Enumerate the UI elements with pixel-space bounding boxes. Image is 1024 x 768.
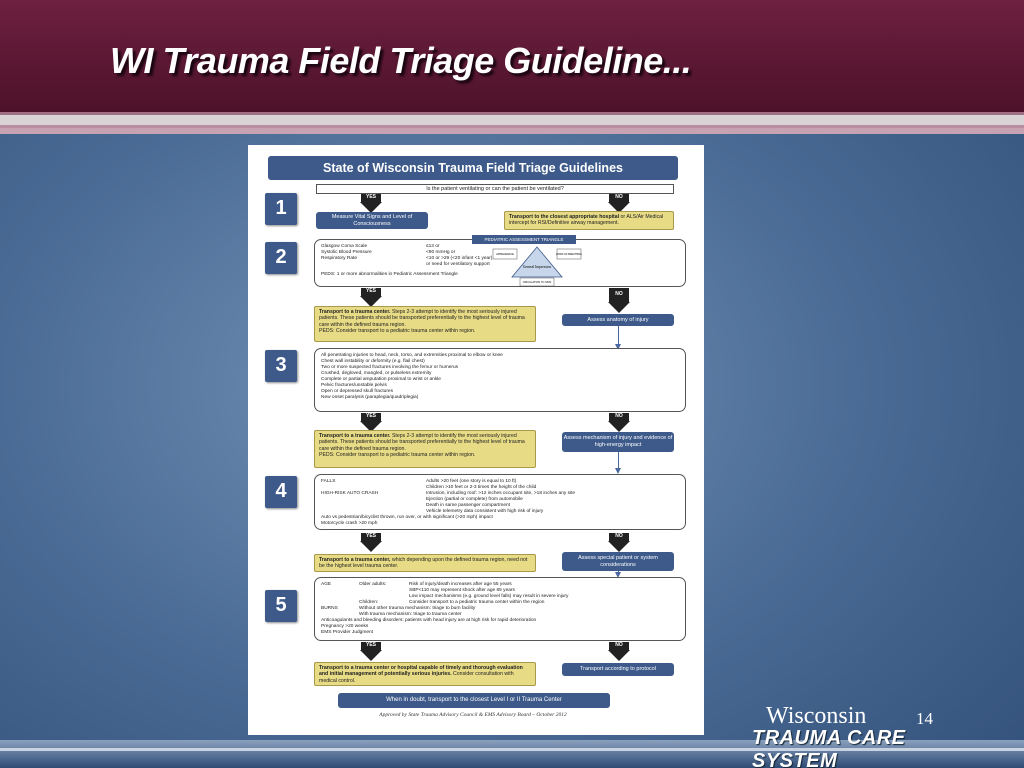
wisconsin-trauma-logo <box>752 703 972 768</box>
no-label: NO <box>609 413 629 421</box>
step-1-vitals-box: Measure Vital Signs and Level of Consciousness <box>316 212 428 229</box>
logo-trauma-care-system: TRAUMA CARE SYSTEM <box>752 727 906 768</box>
pediatric-triangle-label: PEDIATRIC ASSESSMENT TRIANGLE <box>472 235 576 244</box>
step-5-row: AGE Older adults: Risk of injury/death increases after age 55 years <box>321 582 512 587</box>
step-5-row: Low impact mechanisms (e.g. ground level falls) may result in severe injury <box>409 594 569 599</box>
step-4-extra: Auto vs pedestrian/bicyclist thrown, run over, or with significant (>20 mph) impact <box>321 515 493 520</box>
step-2-yes-peds: PEDS: Consider transport to a pediatric trauma center within region. <box>319 327 476 334</box>
step-2-row: Glasgow Coma Scale ≤13 or <box>321 244 440 249</box>
yes-arrow <box>360 541 382 552</box>
step-2-number: 2 <box>265 242 297 274</box>
step-3-yes-bold: Transport to a trauma center. <box>319 433 391 439</box>
header-divider-lower <box>0 128 1024 134</box>
step-1-airway-text: or ALS/Air Medical intercept for RSI/Definitive airway management. <box>509 214 664 227</box>
step-4-row: FALLS Adults >20 feet (one story is equal to 10 ft) <box>321 479 517 484</box>
no-arrow <box>608 650 630 661</box>
step-2-yes-bold: Transport to a trauma center. <box>319 309 391 315</box>
step-3-item: All penetrating injuries to head, neck, torso, and extremities proximal to elbow or knee <box>321 353 503 358</box>
step-4-row: Ejection (partial or complete) from automobile <box>426 497 523 502</box>
step-5-number: 5 <box>265 590 297 622</box>
yes-label: YES <box>361 194 381 202</box>
yes-label: YES <box>361 288 381 296</box>
step-3-yes-peds: PEDS: Consider transport to a pediatric trauma center within region. <box>319 451 476 458</box>
step-5-trauma-center-box <box>314 662 536 686</box>
step-5-yes-bold: Transport to a trauma center or hospital capable of timely and thorough evaluation and initial management of potentially serious injuries. <box>319 665 523 678</box>
step-2-yes-text: Steps 2-3 attempt to identify the most seriously injured patients. These patients should be transported preferentially to the highest level of trauma care within the defined trauma region. <box>319 309 525 328</box>
step-1-airway-box <box>504 211 674 230</box>
step-4-row: Death in same passenger compartment <box>426 503 510 508</box>
step-5-panel <box>314 577 686 641</box>
step-4-panel <box>314 474 686 530</box>
yes-label: YES <box>361 533 381 541</box>
step-3-item: New onset paralysis (paraplegia/quadriplegia) <box>321 395 419 400</box>
slide-title: WI Trauma Field Triage Guideline... <box>110 40 692 81</box>
step-3-number: 3 <box>265 350 297 382</box>
step-2-row: or need for ventilatory support <box>426 262 490 267</box>
no-label: NO <box>609 642 629 650</box>
header-divider <box>0 112 1024 128</box>
page-number: 14 <box>916 709 933 728</box>
step-4-row: HIGH-RISK AUTO CRASH Intrusion, including roof: >12 inches occupant site, >18 inches any site <box>321 491 576 496</box>
step-5-row: Children: Consider transport to a pediatric trauma center within the region <box>359 600 545 605</box>
document-title: State of Wisconsin Trauma Field Triage Guidelines <box>268 156 678 180</box>
transport-protocol-box: Transport according to protocol <box>562 663 674 676</box>
assess-special-box: Assess special patient or system considerations <box>562 552 674 571</box>
approval-note: Approved by State Trauma Advisory Council & EMS Advisory Board – October 2012 <box>379 712 567 718</box>
yes-label: YES <box>361 642 381 650</box>
triage-document <box>248 145 704 735</box>
no-arrow <box>608 421 630 432</box>
logo-wisconsin: Wisconsin <box>766 703 867 729</box>
when-in-doubt-banner: When in doubt, transport to the closest Level I or II Trauma Center <box>338 693 610 708</box>
step-2-peds-note: PEDS: 1 or more abnormalities in Pediatric Assessment Triangle <box>321 272 458 277</box>
step-4-trauma-center-box <box>314 554 536 572</box>
step-2-row: Respiratory Rate <10 or >29 (<20 infant <1 year) <box>321 256 493 261</box>
step-5-row: SBP<110 may represent shock after age 65 years <box>409 588 515 593</box>
step-5-extra: EMS Provider Judgment <box>321 630 373 635</box>
no-label: NO <box>609 288 629 302</box>
step-3-yes-text: Steps 2-3 attempt to identify the most seriously injured patients. These patients should be transported preferentially to the highest level of trauma care within the defined trauma region. <box>319 433 525 452</box>
pediatric-triangle-diagram <box>492 243 582 287</box>
no-label: NO <box>609 194 629 202</box>
no-arrow <box>608 541 630 552</box>
step-3-trauma-center-box <box>314 430 536 468</box>
step-1-number: 1 <box>265 193 297 225</box>
step-2-row: Systolic Blood Pressure <90 mmHg or <box>321 250 456 255</box>
step-1-airway-bold: Transport to the closest appropriate hospital <box>509 214 620 220</box>
tri-breathing: WORK OF BREATHING <box>556 253 582 256</box>
step-5-extra: Anticoagulants and bleeding disorders: patients with head injury are at high risk for rapid deterioration <box>321 618 537 623</box>
tri-center: General Impression <box>522 265 552 269</box>
step-4-yes-bold: Transport to a trauma center, <box>319 557 391 563</box>
step-3-item: Chest wall instability or deformity (e.g. flail chest) <box>321 359 425 364</box>
step-3-panel <box>314 348 686 412</box>
step-3-item: Pelvic fractures/unstable pelvis <box>321 383 387 388</box>
step-5-row: BURNS Without other trauma mechanism: triage to burn facility <box>321 606 476 611</box>
step-3-item: Complete or partial amputation proximal to wrist or ankle <box>321 377 441 382</box>
tri-circulation: CIRCULATION TO SKIN <box>522 281 552 284</box>
step-4-yes-text: which depending upon the defined trauma region, need not be the highest level trauma center. <box>319 557 528 570</box>
step-3-item: Crushed, degloved, mangled, or pulseless extremity <box>321 371 432 376</box>
assess-mechanism-box: Assess mechanism of injury and evidence of high-energy impact <box>562 432 674 452</box>
step-4-extra: Motorcycle crash >20 mph <box>321 521 378 526</box>
yes-arrow <box>360 650 382 661</box>
step-5-yes-text: Consider consultation with medical control. <box>319 671 514 684</box>
assess-anatomy-box: Assess anatomy of injury <box>562 314 674 326</box>
step-4-row: Vehicle telemetry data consistent with high risk of injury <box>426 509 544 514</box>
ventilation-question: Is the patient ventilating or can the patient be ventilated? <box>316 184 674 194</box>
flow-line <box>618 326 619 346</box>
step-4-number: 4 <box>265 476 297 508</box>
step-5-extra: Pregnancy >20 weeks <box>321 624 369 629</box>
step-5-row: With trauma mechanism: triage to trauma center <box>359 612 462 617</box>
step-3-item: Open or depressed skull fractures <box>321 389 393 394</box>
tri-appearance: APPEARANCE <box>496 253 514 256</box>
step-2-trauma-center-box <box>314 306 536 342</box>
no-arrow <box>608 302 630 313</box>
yes-label: YES <box>361 413 381 421</box>
no-label: NO <box>609 533 629 541</box>
step-3-item: Two or more suspected fractures involving the femur or humerus <box>321 365 459 370</box>
step-4-row: Children >10 feet or 2-3 times the height of the child <box>426 485 537 490</box>
